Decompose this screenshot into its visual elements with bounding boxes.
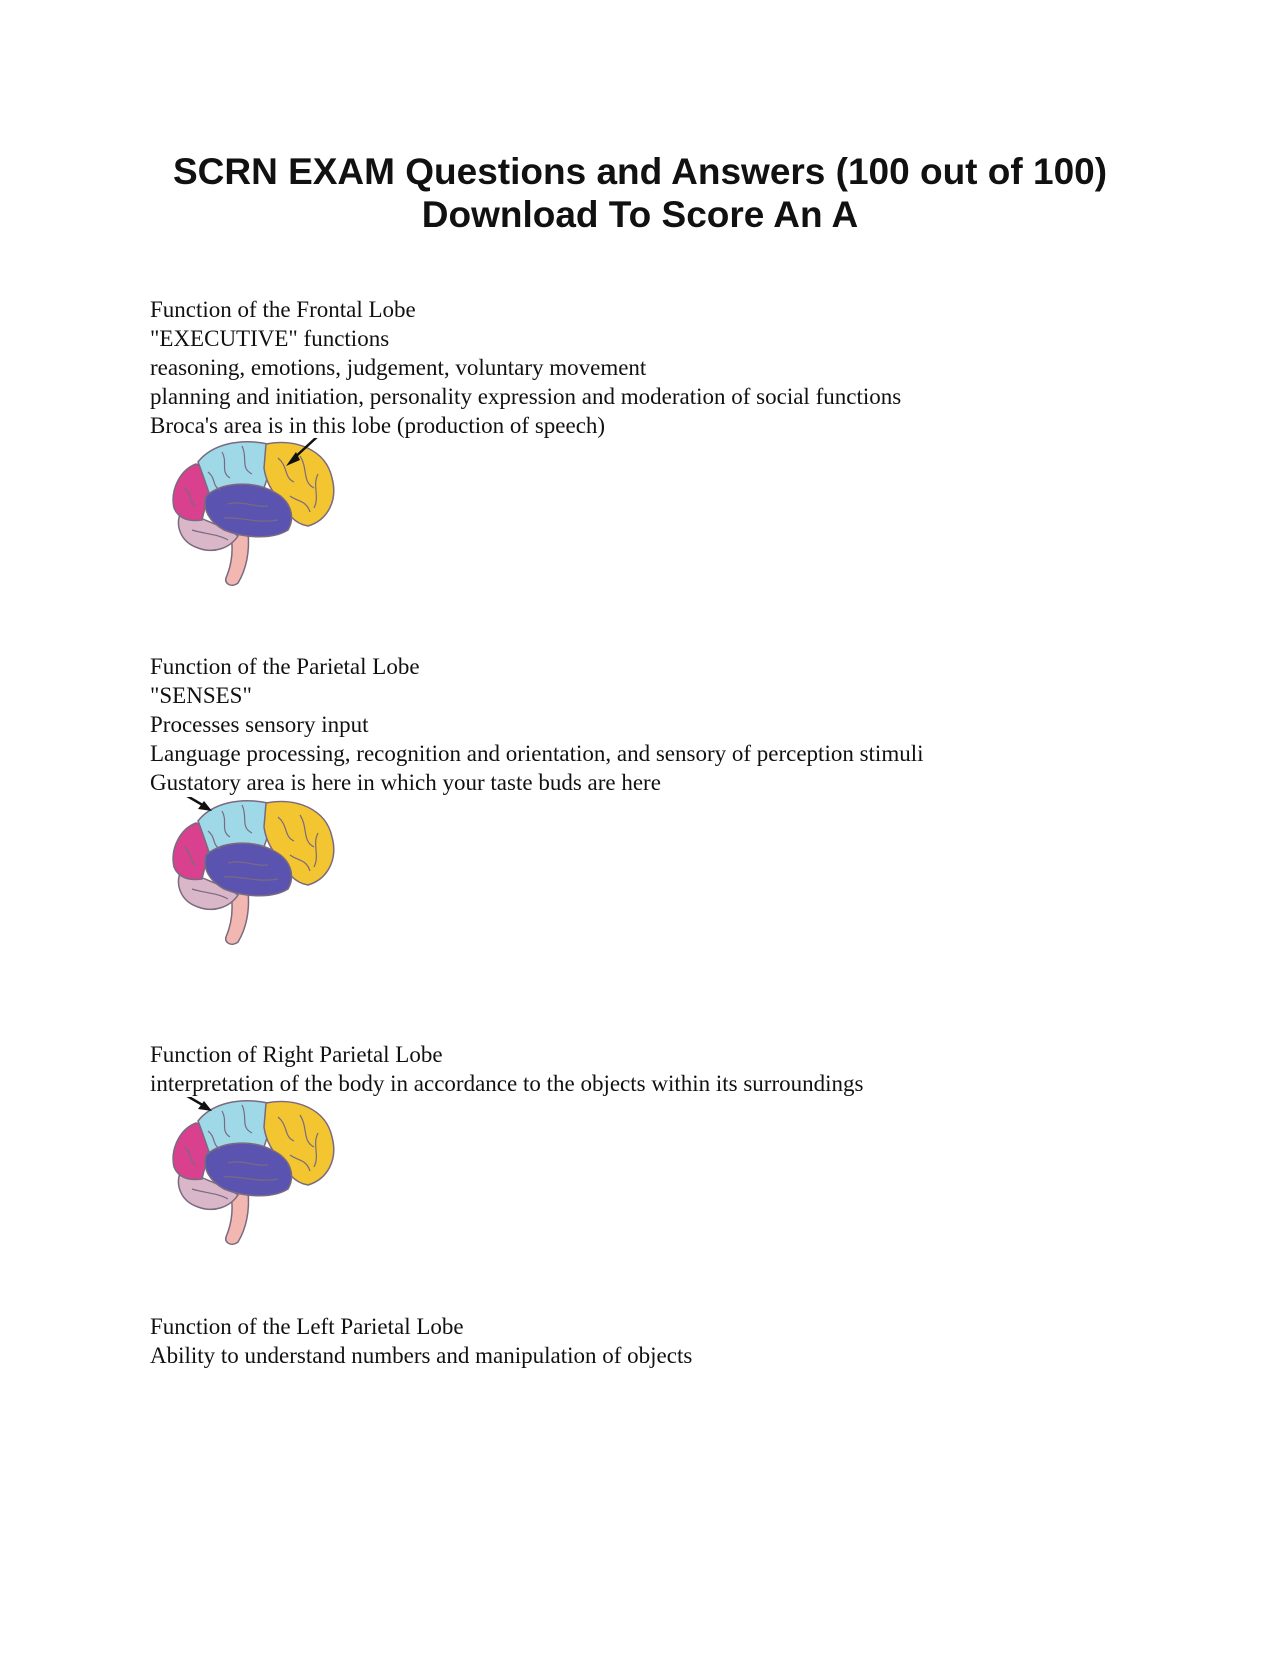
section-text: "SENSES": [150, 683, 252, 708]
brain-diagram-frontal-lobe-icon: [168, 438, 358, 598]
brain-drawing: [173, 801, 334, 945]
section-text: Ability to understand numbers and manipulation of objects: [150, 1343, 693, 1368]
section-text: Language processing, recognition and orientation, and sensory of perception stimuli: [150, 741, 924, 766]
section-text: interpretation of the body in accordance to the objects within its surroundings: [150, 1071, 864, 1096]
section-right-parietal-lobe: [150, 1040, 1150, 1098]
section-frontal-lobe: [150, 295, 1150, 440]
section-heading: Function of Right Parietal Lobe: [150, 1042, 443, 1067]
pointer-arrow: [182, 797, 212, 811]
title-line-1: SCRN EXAM Questions and Answers (100 out of 100): [172, 151, 1108, 192]
section-parietal-lobe: [150, 652, 1150, 797]
section-heading: Function of the Parietal Lobe: [150, 654, 420, 679]
section-text: planning and initiation, personality expression and moderation of social functions: [150, 384, 902, 409]
section-heading: Function of the Frontal Lobe: [150, 297, 416, 322]
document-title: [0, 150, 1280, 236]
pointer-arrow: [182, 1097, 212, 1111]
brain-drawing: [173, 1101, 334, 1245]
section-heading: Function of the Left Parietal Lobe: [150, 1314, 464, 1339]
brain-diagram-parietal-lobe-icon: [168, 797, 358, 957]
section-text: Broca's area is in this lobe (production of speech): [150, 413, 606, 438]
brain-diagram-parietal-lobe-icon: [168, 1097, 358, 1257]
section-left-parietal-lobe: [150, 1312, 1150, 1370]
brain-drawing: [173, 442, 334, 586]
section-text: Gustatory area is here in which your taste buds are here: [150, 770, 661, 795]
section-text: Processes sensory input: [150, 712, 369, 737]
title-line-2: Download To Score An A: [421, 194, 859, 235]
section-text: "EXECUTIVE" functions: [150, 326, 390, 351]
section-text: reasoning, emotions, judgement, voluntary movement: [150, 355, 647, 380]
